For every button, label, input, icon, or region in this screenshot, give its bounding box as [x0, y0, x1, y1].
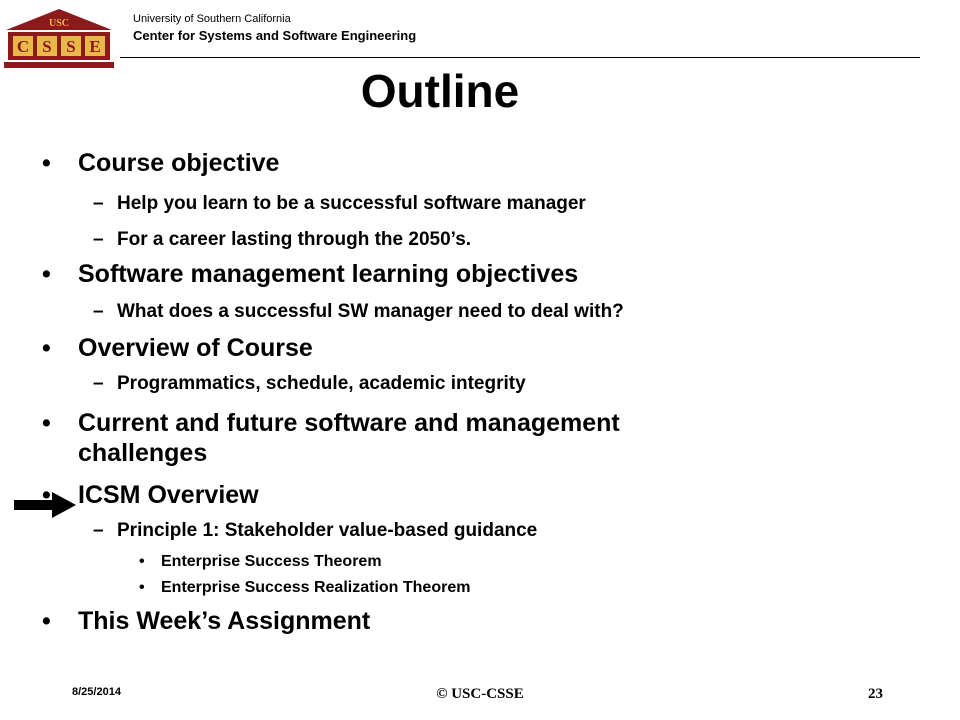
outline-item: • This Week’s Assignment — [42, 607, 371, 635]
bullet-icon: • — [42, 607, 51, 635]
dash-icon: – — [93, 193, 104, 214]
bullet-icon: • — [42, 481, 51, 509]
university-name: University of Southern California — [133, 13, 291, 25]
organization-header — [133, 13, 416, 44]
dash-icon: – — [93, 520, 104, 541]
outline-subitem: – Help you learn to be a successful software manager — [93, 193, 586, 214]
svg-text:C: C — [16, 37, 30, 56]
center-name: Center for Systems and Software Engineering — [133, 28, 417, 44]
footer-date: 8/25/2014 — [72, 686, 121, 698]
bullet-icon: • — [139, 579, 145, 596]
outline-item-current: • ICSM Overview — [42, 481, 259, 509]
outline-item: • Current and future software and management — [42, 409, 620, 437]
page-number: 23 — [868, 686, 883, 702]
outline-subitem: – Programmatics, schedule, academic integrity — [93, 373, 526, 394]
bullet-icon: • — [139, 553, 145, 570]
bullet-icon: • — [42, 334, 51, 362]
dash-icon: – — [93, 229, 104, 250]
outline-subsubitem: • Enterprise Success Realization Theorem — [139, 579, 471, 596]
dash-icon: – — [93, 301, 104, 322]
bullet-icon: • — [42, 149, 51, 177]
outline-subitem: – For a career lasting through the 2050’s. — [93, 229, 472, 250]
outline-subsubitem: • Enterprise Success Theorem — [139, 553, 382, 570]
usc-csse-logo — [4, 8, 114, 70]
bullet-icon: • — [42, 409, 51, 437]
outline-item-continuation: challenges — [78, 439, 208, 467]
bullet-icon: • — [42, 260, 51, 288]
footer-copyright: © USC-CSSE — [436, 686, 524, 702]
outline-item: • Course objective — [42, 149, 280, 177]
svg-text:E: E — [89, 37, 101, 56]
slide-title: Outline — [360, 65, 520, 117]
header-divider — [120, 57, 920, 58]
outline-item: • Software management learning objectives — [42, 260, 579, 288]
outline-subitem: – What does a successful SW manager need to deal with? — [93, 301, 624, 322]
svg-text:S: S — [66, 37, 76, 56]
dash-icon: – — [93, 373, 104, 394]
svg-text:S: S — [42, 37, 52, 56]
outline-subitem: – Principle 1: Stakeholder value-based guidance — [93, 520, 538, 541]
logo-usc-text: USC — [48, 18, 70, 29]
outline-item: • Overview of Course — [42, 334, 313, 362]
